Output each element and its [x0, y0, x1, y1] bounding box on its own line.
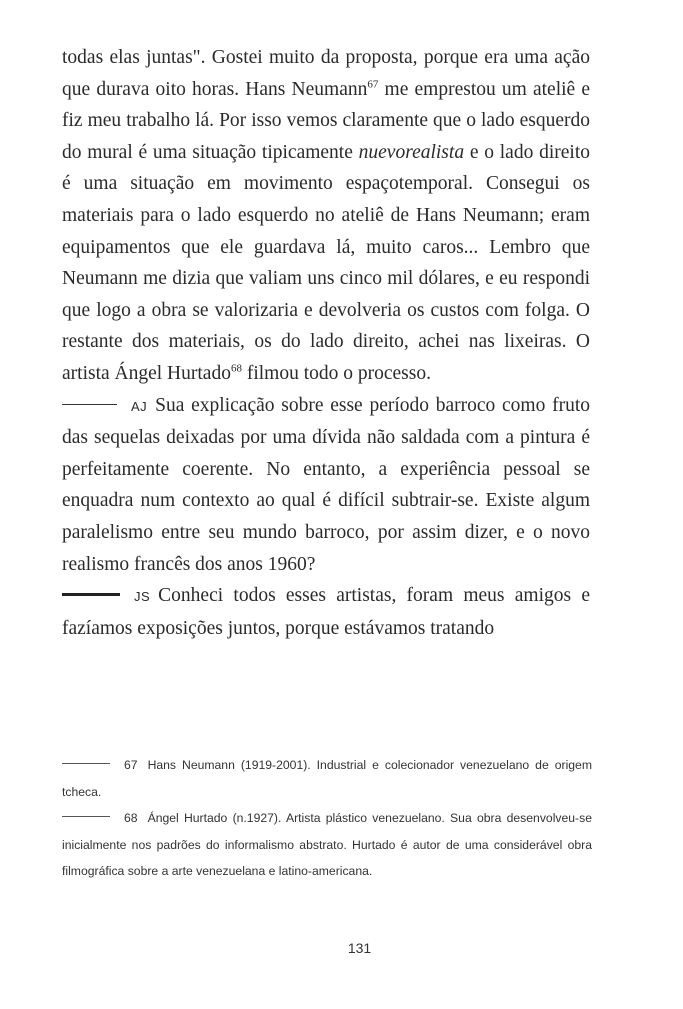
- paragraph-continuation: [62, 42, 590, 390]
- footnote-text: Hans Neumann (1919-2001). Industrial e colecionador venezuelano de origem tcheca.: [62, 758, 592, 799]
- text-run: e o lado direito é uma situação em movimento espaçotemporal. Consegui os materiais para o lado esquerdo no ateliê de Hans Neumann; eram equipamentos que ele guardava lá, muito caros... Lembro que Neumann me dizia que valiam uns cinco mil dólares, e eu respondi que logo a obra se valorizaria e devolveria os custos com folga. O restante dos materiais, os do lado direito, achei nas lixeiras. O artista Ángel Hurtado: [62, 141, 590, 384]
- footnote-68: [62, 805, 592, 885]
- footnote-dash: [62, 763, 110, 764]
- paragraph-aj: [62, 390, 590, 581]
- footnote-ref-68: 68: [230, 362, 242, 375]
- footnote-dash: [62, 816, 110, 817]
- footnotes: [62, 752, 592, 885]
- speaker-aj: AJ: [131, 398, 148, 414]
- text-run: filmou todo o processo.: [241, 362, 431, 384]
- footnote-text: Ángel Hurtado (n.1927). Artista plástico venezuelano. Sua obra desenvolveu-se inicialmente nos padrões do informalismo abstrato. Hurtado é autor de uma considerável obra filmográfica sobre a arte venezuelana e latino-americana.: [62, 811, 592, 878]
- footnote-67: [62, 752, 592, 805]
- text-run: me emprestou um ateliê e fiz meu trabalho lá. Por isso vemos claramente que o lado esquerdo do mural é uma situação tipicamente: [62, 78, 591, 163]
- footnote-number: 67: [124, 758, 138, 772]
- aj-question: Sua explicação sobre esse período barroco como fruto das sequelas deixadas por uma dívida não saldada com a pintura é perfeitamente coerente. No entanto, a experiência pessoal se enquadra num contexto ao qual é difícil subtrair-se. Existe algum paralelismo entre seu mundo barroco, por assim dizer, e o novo realismo francês dos anos 1960?: [62, 394, 590, 575]
- dialogue-dash: [62, 404, 117, 405]
- paragraph-js: [62, 580, 590, 644]
- text-run: todas elas juntas". Gostei muito da proposta, porque era uma ação que durava oito horas. Hans Neumann: [62, 47, 590, 100]
- page-number: 131: [347, 940, 372, 956]
- speaker-js: JS: [134, 589, 151, 605]
- footnote-number: 68: [124, 811, 138, 825]
- js-answer: Conheci todos esses artistas, foram meus amigos e fazíamos exposições juntos, porque estávamos tratando: [62, 585, 590, 639]
- footnote-ref-67: 67: [367, 78, 379, 91]
- main-text: [62, 42, 590, 644]
- emphasis-nuevorealista: nuevorealista: [358, 141, 465, 163]
- dialogue-dash: [62, 593, 120, 596]
